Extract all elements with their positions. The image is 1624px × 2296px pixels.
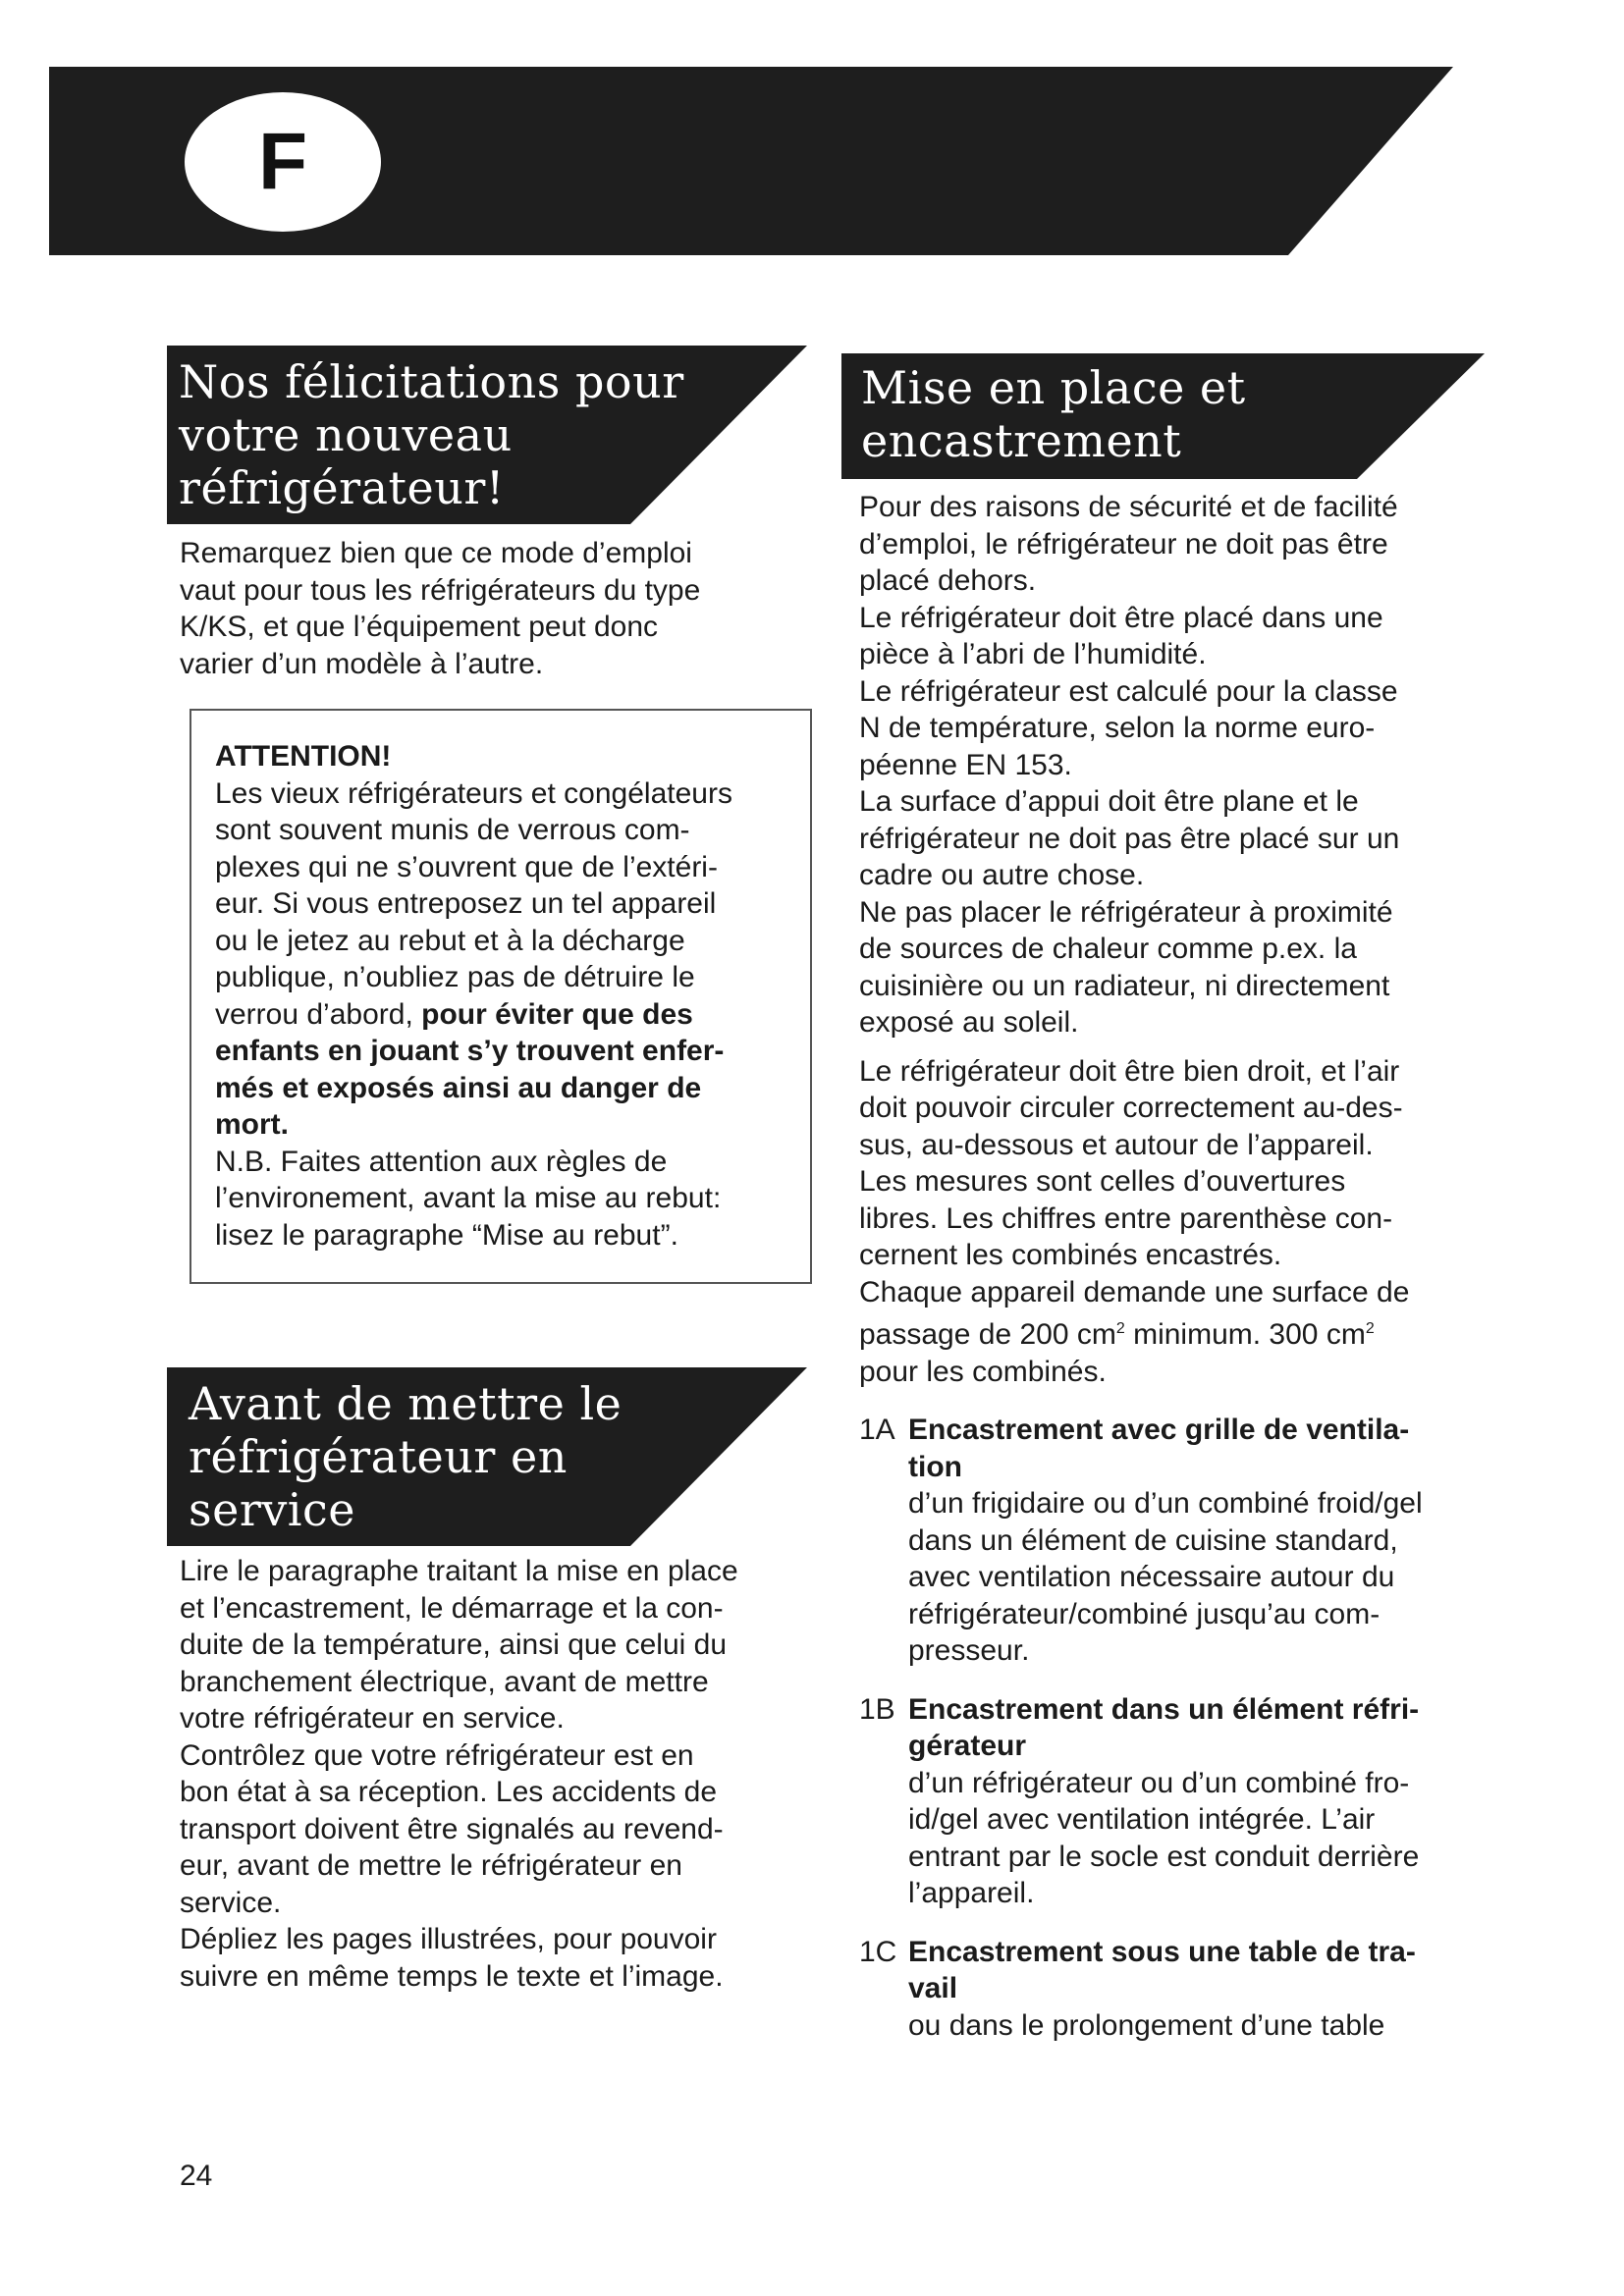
text-line: réfrigérateur/combiné jusqu’au com-: [908, 1597, 1380, 1630]
text-line-bold: mort.: [215, 1108, 289, 1141]
text-line: l’environement, avant la mise au rebut:: [215, 1182, 722, 1214]
heading-felicitations: [167, 346, 807, 524]
item-title: tion: [908, 1450, 962, 1483]
text-line: Le réfrigérateur doit être placé dans une: [859, 601, 1383, 634]
text-line: varier d’un modèle à l’autre.: [180, 647, 544, 680]
item-number: 1B: [859, 1692, 895, 1726]
item-number: 1C: [859, 1935, 897, 1968]
text-bold: pour éviter que des: [421, 997, 693, 1031]
text-line: cuisinière ou un radiateur, ni directement: [859, 969, 1390, 1002]
text-line: d’un réfrigérateur ou d’un combiné fro-: [908, 1766, 1410, 1799]
text-line: cernent les combinés encastrés.: [859, 1239, 1282, 1271]
attention-title: ATTENTION!: [215, 740, 392, 773]
list-item-1c: [859, 1934, 1507, 2045]
text-line: suivre en même temps le texte et l’image.: [180, 1959, 724, 1993]
heading-avant: [167, 1367, 807, 1546]
text-line: service.: [180, 1886, 282, 1919]
text-line: votre réfrigérateur en service.: [180, 1702, 565, 1735]
text-line: Chaque appareil demande une surface de: [859, 1275, 1410, 1308]
heading-line: Mise en place et: [861, 361, 1246, 414]
attention-box: [189, 709, 812, 1284]
text-line: ou le jetez au rebut et à la décharge: [215, 924, 685, 957]
heading-line: votre nouveau: [179, 408, 513, 461]
text-line: K/KS, et que l’équipement peut donc: [180, 611, 659, 643]
text-line: Les mesures sont celles d’ouvertures: [859, 1165, 1346, 1198]
text-line: sont souvent munis de verrous com-: [215, 814, 690, 846]
text-line: d’un frigidaire ou d’un combiné froid/gel: [908, 1487, 1423, 1520]
list-item-1a: [859, 1412, 1507, 1670]
superscript: 2: [1365, 1320, 1375, 1337]
text-normal: passage de 200 cm: [859, 1318, 1116, 1351]
text-line: péenne EN 153.: [859, 748, 1072, 781]
text-line: l’appareil.: [908, 1877, 1035, 1909]
text-normal: minimum. 300 cm: [1124, 1318, 1366, 1351]
avant-paragraph: [180, 1553, 828, 1995]
list-item-1b: [859, 1691, 1507, 1912]
text-line: dans un élément de cuisine standard,: [908, 1523, 1398, 1557]
mise-en-place-text: [859, 489, 1507, 2044]
text-line: placé dehors.: [859, 564, 1037, 597]
item-title: vail: [908, 1972, 958, 2004]
item-title: gérateur: [908, 1730, 1027, 1762]
text-line: eur, avant de mettre le réfrigérateur en: [180, 1849, 682, 1882]
text-line: Ne pas placer le réfrigérateur à proximité: [859, 895, 1393, 929]
text-line-surface: [859, 1310, 1507, 1354]
text-line: id/gel avec ventilation intégrée. L’air: [908, 1803, 1376, 1836]
text-line: presseur.: [908, 1634, 1030, 1667]
text-line-mixed: [215, 996, 804, 1034]
text-line: libres. Les chiffres entre parenthèse con-: [859, 1201, 1393, 1235]
felicitations-paragraph: [180, 535, 808, 682]
text-line: Les vieux réfrigérateurs et congélateurs: [215, 776, 732, 810]
text-line: N.B. Faites attention aux règles de: [215, 1145, 668, 1178]
text-line: avec ventilation nécessaire autour du: [908, 1561, 1395, 1593]
text-line: entrant par le socle est conduit derrière: [908, 1840, 1420, 1873]
heading-line: encastrement: [861, 414, 1182, 467]
text-line-bold: enfants en jouant s’y trouvent enfer-: [215, 1035, 725, 1067]
text-line: Lire le paragraphe traitant la mise en place: [180, 1555, 738, 1587]
text-line: transport doivent être signalés au revend-: [180, 1812, 724, 1845]
text-line: lisez le paragraphe “Mise au rebut”.: [215, 1218, 678, 1252]
text-line: réfrigérateur ne doit pas être placé sur un: [859, 822, 1400, 855]
item-number: 1A: [859, 1414, 895, 1446]
text-line: vaut pour tous les réfrigérateurs du type: [180, 573, 701, 607]
text-line: pour les combinés.: [859, 1355, 1107, 1388]
superscript: 2: [1115, 1320, 1125, 1337]
text-line: Contrôlez que votre réfrigérateur est en: [180, 1738, 694, 1772]
item-title: Encastrement dans un élément réfri-: [908, 1692, 1420, 1726]
text-line: Le réfrigérateur doit être bien droit, et l’air: [859, 1054, 1400, 1088]
text-line-bold: més et exposés ainsi au danger de: [215, 1071, 702, 1104]
text-line: La surface d’appui doit être plane et le: [859, 785, 1359, 818]
text-normal: verrou d’abord,: [215, 997, 422, 1031]
text-line: duite de la température, ainsi que celui du: [180, 1629, 728, 1661]
text-line: exposé au soleil.: [859, 1006, 1079, 1039]
text-line: et l’encastrement, le démarrage et la con-: [180, 1591, 724, 1625]
text-line: Remarquez bien que ce mode d’emploi: [180, 537, 692, 569]
text-line: bon état à sa réception. Les accidents de: [180, 1776, 718, 1808]
text-line: cadre ou autre chose.: [859, 859, 1145, 891]
text-line: eur. Si vous entreposez un tel appareil: [215, 887, 717, 920]
item-title: Encastrement avec grille de ventila-: [908, 1414, 1410, 1446]
text-line: plexes qui ne s’ouvrent que de l’extéri-: [215, 850, 718, 883]
language-letter: F: [257, 117, 308, 206]
heading-mise-en-place: [841, 353, 1485, 479]
text-line: branchement électrique, avant de mettre: [180, 1665, 709, 1698]
text-line: doit pouvoir circuler correctement au-des-: [859, 1092, 1403, 1124]
page-number: 24: [180, 2160, 213, 2192]
heading-line: réfrigérateur en: [189, 1430, 568, 1483]
text-line: publique, n’oubliez pas de détruire le: [215, 961, 695, 993]
text-line: sus, au-dessous et autour de l’appareil.: [859, 1128, 1374, 1161]
heading-line: service: [189, 1483, 356, 1536]
text-line: Le réfrigérateur est calculé pour la classe: [859, 674, 1398, 708]
heading-line: réfrigérateur!: [179, 461, 505, 514]
language-badge: [185, 92, 381, 232]
text-line: Pour des raisons de sécurité et de facilité: [859, 491, 1398, 523]
text-line: pièce à l’abri de l’humidité.: [859, 638, 1207, 670]
text-line: d’emploi, le réfrigérateur ne doit pas être: [859, 527, 1388, 561]
heading-line: Avant de mettre le: [189, 1377, 623, 1430]
text-line: N de température, selon la norme euro-: [859, 712, 1376, 744]
item-title: Encastrement sous une table de tra-: [908, 1935, 1416, 1968]
text-line: de sources de chaleur comme p.ex. la: [859, 933, 1357, 965]
text-line: Dépliez les pages illustrées, pour pouvoir: [180, 1923, 717, 1955]
heading-line: Nos félicitations pour: [179, 355, 684, 408]
text-line: ou dans le prolongement d’une table: [908, 2008, 1385, 2042]
